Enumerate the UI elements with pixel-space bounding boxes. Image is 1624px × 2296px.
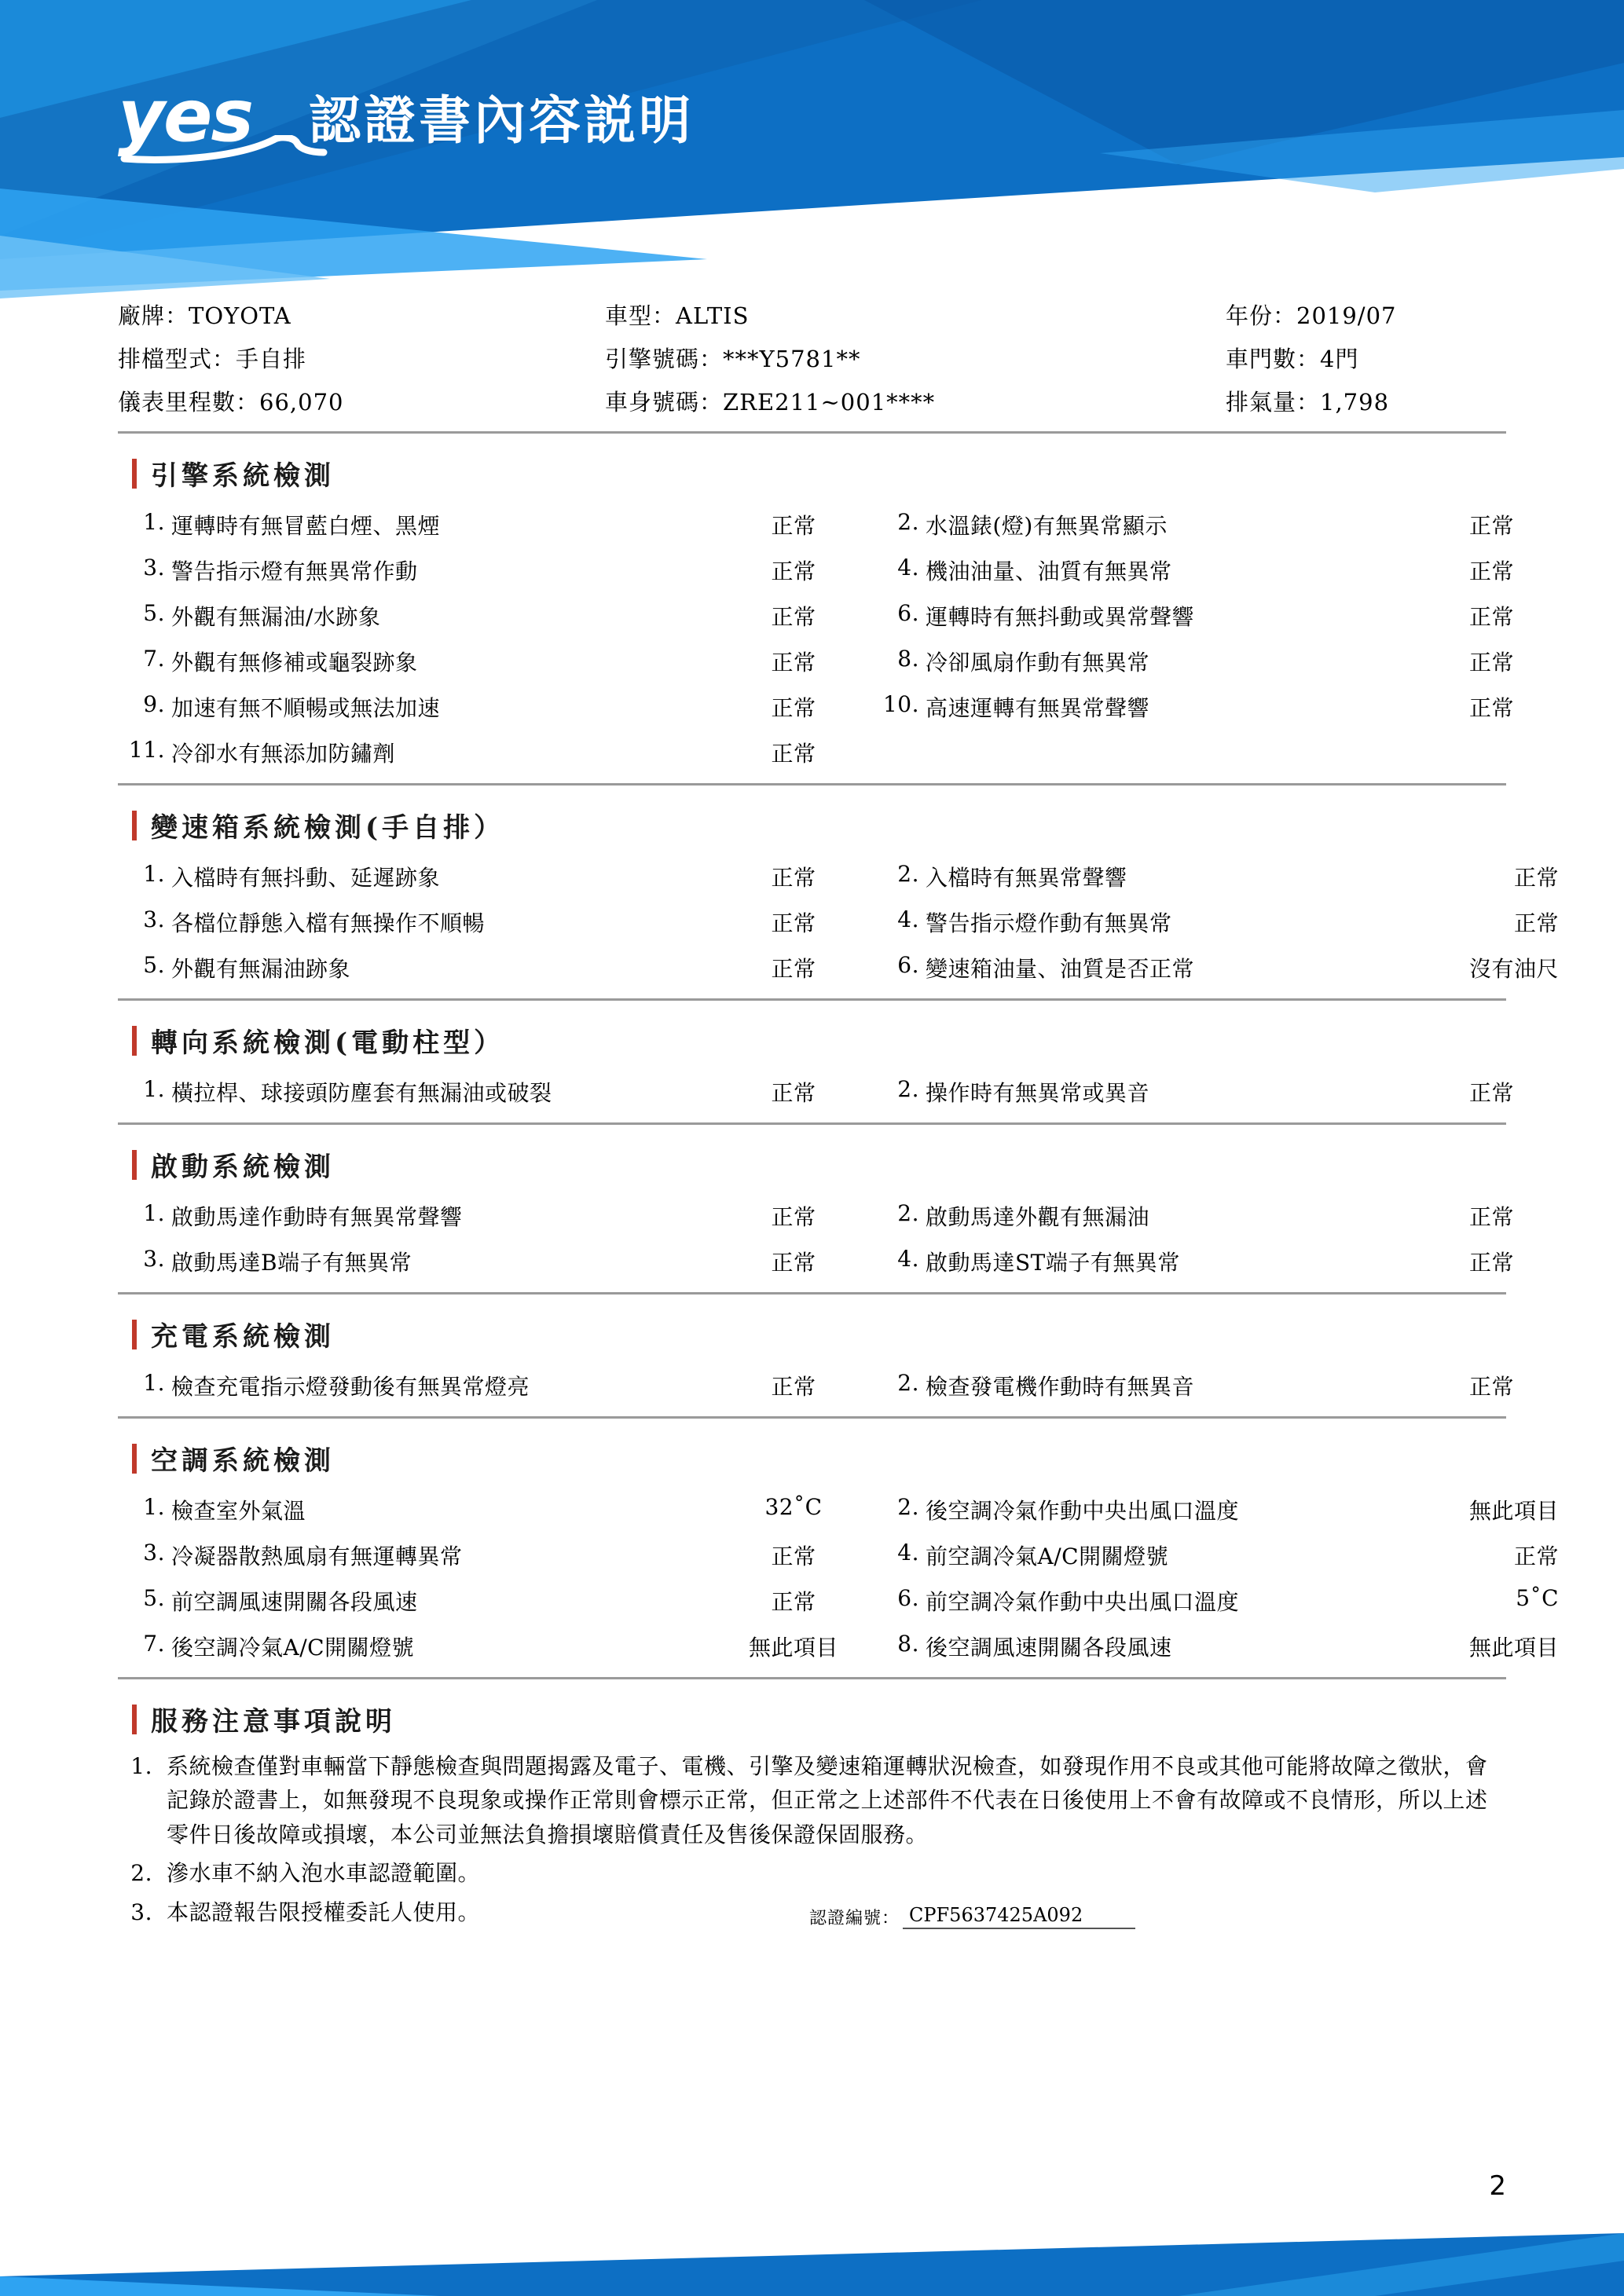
section-bar-icon [132,1320,137,1349]
item-number: 4. [897,555,919,580]
section-bar-icon [132,1705,137,1734]
list-item [872,684,1469,730]
item-value: 正常 [771,1204,816,1230]
list-item [872,1532,1469,1578]
item-label: 啟動馬達B端子有無異常 [171,1250,412,1276]
item-value: 正常 [771,1080,816,1106]
list-item [118,1749,1506,1851]
vehicle-info-brand: 廠牌：TOYOTA [118,302,291,329]
item-value: 正常 [1469,1204,1515,1230]
section-title-text: 充電系統檢測 [151,1321,335,1353]
item-label: 冷卻風扇作動有無異常 [926,650,1150,676]
item-number: 11. [128,737,165,763]
item-label: 變速箱油量、油質是否正常 [926,956,1195,982]
section-engine [118,454,1515,785]
item-label: 前空調風速開關各段風速 [171,1589,418,1615]
list-item [872,639,1469,684]
item-value: 正常 [771,695,816,721]
item-number: 1. [143,509,165,535]
car-swoosh-icon [118,135,330,167]
item-label: 警告指示燈有無異常作動 [171,558,418,584]
item-number: 4. [897,1246,919,1272]
list-item [872,547,1469,593]
section-items [118,1193,1515,1284]
item-number: 6. [897,952,919,978]
item-label: 冷凝器散熱風扇有無運轉異常 [171,1543,463,1569]
list-item [872,1487,1469,1532]
item-number: 2. [897,1200,919,1226]
item-value: 5˚C [1516,1585,1560,1611]
item-value: 正常 [771,910,816,936]
item-label: 外觀有無漏油跡象 [171,956,351,982]
item-value: 正常 [771,865,816,891]
section-bar-icon [132,1026,137,1056]
list-item [118,502,715,547]
item-value: 無此項目 [1469,1635,1560,1661]
list-item [118,1487,715,1532]
item-number: 3. [143,906,165,932]
section-title [132,1439,1506,1478]
item-number: 1. [143,1200,165,1226]
item-number: 5. [143,1585,165,1611]
footer-banner [0,2202,1624,2296]
list-item [118,1578,715,1624]
section-title [132,806,1506,844]
item-number: 6. [897,1585,919,1611]
section-transmission [118,806,1560,1001]
certificate-label: 認證編號： [809,1908,900,1928]
item-number: 2. [897,509,919,535]
item-label: 啟動馬達外觀有無漏油 [926,1204,1150,1230]
service-notes [118,1700,1506,1929]
list-item [872,1578,1469,1624]
vehicle-info-block [118,298,1506,434]
item-value: 正常 [771,1374,816,1400]
header-banner [0,0,1624,314]
list-item [118,1856,1506,1890]
item-value: 正常 [771,741,816,767]
item-value: 正常 [771,1543,816,1569]
item-value: 沒有油尺 [1469,956,1560,982]
list-item [118,899,715,945]
notes-title [132,1700,1506,1738]
list-item [118,639,715,684]
item-value: 正常 [1469,513,1515,539]
item-number: 7. [143,646,165,672]
section-charging [118,1315,1515,1419]
vehicle-info-year: 年份：2019/07 [1226,302,1397,329]
item-label: 高速運轉有無異常聲響 [926,695,1150,721]
list-item [872,945,1469,991]
item-label: 警告指示燈作動有無異常 [926,910,1172,936]
item-value: 正常 [771,650,816,676]
item-value: 正常 [1469,1080,1515,1106]
vehicle-info-doors: 車門數：4門 [1226,346,1359,372]
list-item [872,899,1469,945]
vehicle-info-vin: 車身號碼：ZRE211~001**** [605,389,936,416]
item-value: 無此項目 [748,1635,838,1661]
item-value: 正常 [771,604,816,630]
item-label: 運轉時有無抖動或異常聲響 [926,604,1195,630]
list-item [118,945,715,991]
item-number: 4. [897,1540,919,1565]
item-value: 正常 [771,956,816,982]
list-item [118,1363,715,1408]
section-title-text: 空調系統檢測 [151,1445,335,1477]
vehicle-info-displacement: 排氣量：1,798 [1226,389,1390,416]
list-item [872,1239,1469,1284]
item-label: 外觀有無修補或龜裂跡象 [171,650,418,676]
item-number: 2. [897,1076,919,1102]
section-items [118,854,1560,991]
item-number: 10. [882,691,919,717]
list-item [872,502,1469,547]
section-title [132,1021,1506,1060]
item-label: 機油油量、油質有無異常 [926,558,1172,584]
item-number: 8. [897,646,919,672]
note-text: 系統檢查僅對車輛當下靜態檢查與問題揭露及電子、電機、引擎及變速箱運轉狀況檢查，如發現作用不良或其他可能將故障之徵狀，會記錄於證書上，如無發現不良現象或操作正常則會標示正常，但正常之上述部件不代表在日後使用上不會有故障或不良情形，所以上述零件日後故障或損壞，本公司並無法負擔損壞賠償責任及售後保證保固服務。 [167,1753,1488,1847]
item-value: 正常 [1469,1374,1515,1400]
list-item [872,1193,1469,1239]
list-item [118,684,715,730]
item-value: 正常 [1469,1250,1515,1276]
item-label: 後空調冷氣作動中央出風口溫度 [926,1498,1240,1524]
item-label: 前空調冷氣作動中央出風口溫度 [926,1589,1240,1615]
list-item-empty [872,730,1469,775]
item-label: 水溫錶(燈)有無異常顯示 [926,513,1168,539]
footer-graphic [0,2202,1624,2296]
item-label: 檢查充電指示燈發動後有無異常燈亮 [171,1374,530,1400]
notes-list [118,1749,1506,1929]
list-item [118,1239,715,1284]
list-item [872,1069,1469,1115]
list-item [118,854,715,899]
item-value: 正常 [1514,1543,1560,1569]
item-value: 正常 [1514,865,1560,891]
item-number: 3. [143,1246,165,1272]
item-label: 橫拉桿、球接頭防塵套有無漏油或破裂 [171,1080,552,1106]
vehicle-info-engine-number: 引擎號碼：***Y5781** [605,346,861,372]
list-item [118,1193,715,1239]
section-title-text: 變速箱系統檢測(手自排） [151,812,505,844]
item-value: 32˚C [764,1494,823,1520]
item-number: 4. [897,906,919,932]
item-label: 操作時有無異常或異音 [926,1080,1150,1106]
section-title-text: 引擎系統檢測 [151,460,335,492]
item-label: 各檔位靜態入檔有無操作不順暢 [171,910,486,936]
item-value: 正常 [771,513,816,539]
item-number: 2. [897,1494,919,1520]
item-number: 6. [897,600,919,626]
note-text: 滲水車不納入泡水車認證範圍。 [167,1860,481,1887]
item-value: 正常 [1469,695,1515,721]
section-items [118,1069,1515,1115]
item-label: 後空調風速開關各段風速 [926,1635,1172,1661]
item-number: 2. [897,861,919,887]
section-bar-icon [132,1444,137,1474]
section-items [118,1487,1560,1669]
item-number: 3. [143,555,165,580]
item-label: 啟動馬達作動時有無異常聲響 [171,1204,463,1230]
vehicle-info-transmission: 排檔型式：手自排 [118,346,307,372]
section-bar-icon [132,459,137,489]
section-airconditioning [118,1439,1560,1679]
note-text: 本認證報告限授權委託人使用。 [167,1899,481,1925]
item-number: 9. [143,691,165,717]
list-item [118,1624,715,1669]
notes-title-text: 服務注意事項說明 [151,1706,396,1738]
note-number: 3. [130,1899,152,1925]
list-item [118,1069,715,1115]
logo-text: yes [118,73,253,158]
section-items [118,1363,1515,1408]
item-label: 檢查發電機作動時有無異音 [926,1374,1195,1400]
item-label: 運轉時有無冒藍白煙、黑煙 [171,513,441,539]
item-value: 無此項目 [1469,1498,1560,1524]
item-value: 正常 [1469,558,1515,584]
item-number: 8. [897,1631,919,1657]
item-label: 入檔時有無抖動、延遲跡象 [171,865,441,891]
item-value-empty [1469,730,1514,775]
item-number: 2. [897,1370,919,1396]
section-title-text: 啟動系統檢測 [151,1152,335,1183]
list-item [872,854,1469,899]
section-title-text: 轉向系統檢測(電動柱型） [151,1027,505,1059]
item-label: 後空調冷氣A/C開關燈號 [171,1635,415,1661]
certificate-value: CPF5637425A092 [903,1904,1135,1929]
page-title: 認證書內容説明 [309,90,695,151]
list-item [118,547,715,593]
list-item [118,1532,715,1578]
page-number: 2 [1489,2170,1506,2202]
item-label: 加速有無不順暢或無法加速 [171,695,441,721]
list-item [872,1624,1469,1669]
item-label: 入檔時有無異常聲響 [926,865,1127,891]
list-item [118,593,715,639]
document-content [0,298,1624,1929]
section-items [118,502,1515,775]
item-value: 正常 [1469,604,1515,630]
section-starter [118,1145,1515,1294]
item-number: 7. [143,1631,165,1657]
brand-logo [118,73,695,158]
section-bar-icon [132,811,137,840]
item-value: 正常 [771,1250,816,1276]
list-item [872,593,1469,639]
item-number: 1. [143,1494,165,1520]
item-number: 1. [143,1076,165,1102]
item-value: 正常 [1514,910,1560,936]
vehicle-info-model: 車型：ALTIS [605,302,750,329]
section-title [132,454,1506,493]
item-number: 1. [143,1370,165,1396]
item-value: 正常 [1469,650,1515,676]
item-label: 前空調冷氣A/C開關燈號 [926,1543,1169,1569]
section-title [132,1145,1506,1184]
item-value: 正常 [771,1589,816,1615]
item-number: 5. [143,600,165,626]
section-bar-icon [132,1150,137,1180]
item-label: 外觀有無漏油/水跡象 [171,604,381,630]
vehicle-info-mileage: 儀表里程數：66,070 [118,389,344,416]
item-number: 3. [143,1540,165,1565]
item-label: 檢查室外氣溫 [171,1498,306,1524]
item-label: 啟動馬達ST端子有無異常 [926,1250,1180,1276]
list-item [872,1363,1469,1408]
note-number: 2. [130,1860,152,1887]
note-number: 1. [130,1753,152,1779]
item-label: 冷卻水有無添加防鏽劑 [171,741,396,767]
item-value: 正常 [771,558,816,584]
section-steering [118,1021,1515,1125]
item-number: 5. [143,952,165,978]
list-item [118,730,715,775]
item-number: 1. [143,861,165,887]
section-title [132,1315,1506,1353]
